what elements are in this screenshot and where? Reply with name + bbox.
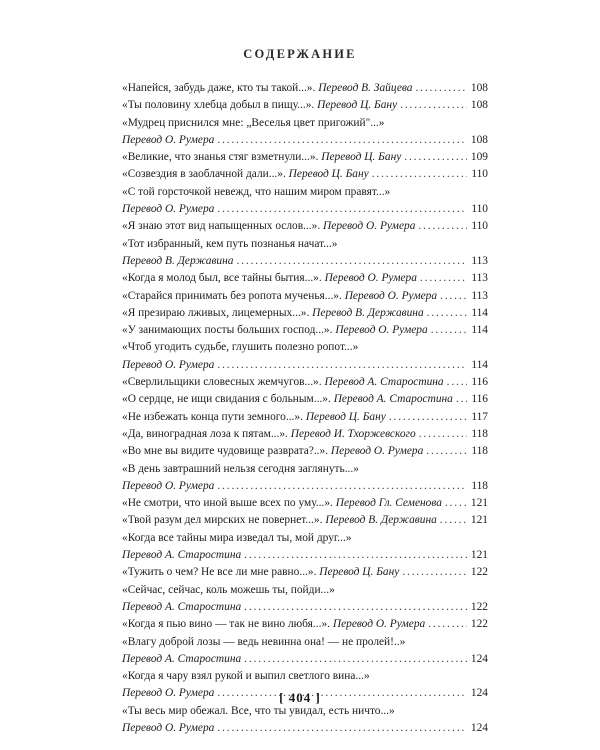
dot-leader bbox=[426, 443, 467, 460]
page-title: СОДЕРЖАНИЕ bbox=[243, 47, 357, 61]
poem-first-line: «Мудрец приснился мне: „Веселья цвет пригожий"...» bbox=[122, 116, 385, 129]
toc-entry-text bbox=[122, 184, 390, 201]
poem-first-line: «Созвездия в заоблачной дали...». bbox=[122, 168, 289, 181]
poem-first-line: «О сердце, не ищи свидания с больным...». bbox=[122, 393, 334, 406]
toc-entry bbox=[122, 236, 488, 253]
toc-entry bbox=[122, 80, 488, 97]
poem-first-line: «Не смотри, что иной выше всех по уму...». bbox=[122, 497, 336, 510]
translator-credit: Перевод В. Державина bbox=[122, 254, 234, 267]
dot-leader bbox=[244, 599, 467, 616]
dot-leader bbox=[389, 409, 467, 426]
translator-credit: Перевод О. Румера bbox=[335, 324, 428, 337]
toc-entry-text bbox=[122, 651, 241, 668]
toc-entry-text bbox=[122, 166, 369, 183]
toc-entry bbox=[122, 478, 488, 495]
translator-credit: Перевод В. Зайцева bbox=[318, 82, 413, 94]
dot-leader bbox=[418, 218, 467, 235]
translator-credit: Перевод О. Румера bbox=[122, 358, 215, 371]
toc-entry-text bbox=[122, 582, 335, 599]
table-of-contents bbox=[122, 80, 488, 737]
toc-page-number: 108 bbox=[470, 99, 488, 112]
toc-page-number: 110 bbox=[471, 168, 488, 181]
toc-page-number: 118 bbox=[471, 445, 488, 458]
toc-entry bbox=[122, 201, 488, 218]
toc-page-number: 110 bbox=[471, 203, 488, 216]
toc-entry bbox=[122, 599, 488, 616]
page-number: [ 404 ] bbox=[279, 690, 321, 705]
toc-page-number: 108 bbox=[470, 82, 488, 94]
toc-entry-text bbox=[122, 599, 241, 616]
dot-leader bbox=[440, 512, 467, 529]
toc-page-number: 116 bbox=[471, 376, 488, 389]
dot-leader bbox=[372, 166, 467, 183]
toc-entry bbox=[122, 322, 488, 339]
poem-first-line: «Влагу доброй лозы — ведь невинна она! — не пролей!..» bbox=[122, 635, 406, 648]
dot-leader bbox=[244, 651, 467, 668]
translator-credit: Перевод И. Тхоржевского bbox=[290, 427, 416, 440]
toc-entry bbox=[122, 339, 488, 356]
toc-entry-text bbox=[122, 339, 358, 356]
toc-entry-text bbox=[122, 512, 437, 529]
toc-entry-text bbox=[122, 288, 437, 305]
dot-leader bbox=[431, 322, 467, 339]
toc-page-number: 113 bbox=[471, 289, 488, 302]
translator-credit: Перевод О. Румера bbox=[323, 220, 416, 233]
dot-leader bbox=[456, 391, 467, 408]
dot-leader bbox=[428, 616, 467, 633]
toc-entry-text bbox=[122, 80, 412, 97]
toc-page-number: 122 bbox=[470, 618, 488, 631]
poem-first-line: «Когда все тайны мира изведал ты, мой друг...» bbox=[122, 531, 352, 544]
dot-leader bbox=[419, 426, 467, 443]
toc-entry-text bbox=[122, 253, 233, 270]
dot-leader bbox=[217, 478, 467, 495]
toc-entry-text bbox=[122, 97, 397, 114]
toc-entry bbox=[122, 184, 488, 201]
toc-page-number: 113 bbox=[471, 272, 488, 285]
toc-entry bbox=[122, 115, 488, 132]
poem-first-line: «Да, виноградная лоза к пятам...». bbox=[122, 427, 291, 440]
translator-credit: Перевод О. Румера bbox=[122, 479, 215, 492]
toc-page-number: 118 bbox=[471, 479, 488, 492]
dot-leader bbox=[236, 253, 467, 270]
toc-page-number: 121 bbox=[470, 549, 488, 562]
toc-page-number: 121 bbox=[470, 497, 488, 510]
poem-first-line: «Старайся принимать без ропота мученья...». bbox=[122, 289, 345, 302]
toc-entry-text bbox=[122, 495, 442, 512]
toc-entry bbox=[122, 582, 488, 599]
toc-entry bbox=[122, 357, 488, 374]
toc-entry bbox=[122, 149, 488, 166]
toc-entry bbox=[122, 616, 488, 633]
toc-entry-text bbox=[122, 530, 352, 547]
toc-page-number: 122 bbox=[470, 600, 488, 613]
toc-entry bbox=[122, 166, 488, 183]
toc-page-number: 121 bbox=[470, 514, 488, 527]
toc-page-number: 124 bbox=[470, 652, 488, 665]
toc-entry-text bbox=[122, 478, 214, 495]
translator-credit: Перевод О. Румера bbox=[344, 289, 438, 302]
translator-credit: Перевод О. Румера bbox=[122, 203, 215, 216]
poem-first-line: «Когда я молод был, все тайны бытия...». bbox=[122, 272, 325, 285]
translator-credit: Перевод А. Старостина bbox=[122, 549, 242, 562]
toc-page-number: 117 bbox=[471, 410, 488, 423]
toc-entry-text bbox=[122, 236, 337, 253]
toc-entry bbox=[122, 97, 488, 114]
translator-credit: Перевод Гл. Семенова bbox=[335, 497, 442, 510]
poem-first-line: «Когда я пью вино — так не вино любя...». bbox=[122, 618, 333, 631]
dot-leader bbox=[244, 547, 467, 564]
toc-entry-text bbox=[122, 443, 423, 460]
poem-first-line: «С той горсточкой невежд, что нашим миром правят...» bbox=[122, 185, 391, 198]
toc-entry bbox=[122, 512, 488, 529]
translator-credit: Перевод О. Румера bbox=[122, 721, 215, 734]
toc-entry bbox=[122, 668, 488, 685]
poem-first-line: «Чтоб угодить судьбе, глушить полезно ропот...» bbox=[122, 341, 359, 354]
toc-entry bbox=[122, 391, 488, 408]
poem-first-line: «Не избежать конца пути земного...». bbox=[122, 410, 306, 423]
dot-leader bbox=[427, 305, 467, 322]
translator-credit: Перевод О. Румера bbox=[332, 618, 426, 631]
poem-first-line: «Ты половину хлебца добыл в пищу...». bbox=[122, 99, 318, 112]
dot-leader bbox=[217, 357, 467, 374]
toc-page-number: 124 bbox=[470, 721, 488, 734]
translator-credit: Перевод В. Державина bbox=[325, 514, 437, 527]
poem-first-line: «Я презираю лживых, лицемерных...». bbox=[122, 306, 313, 319]
translator-credit: Перевод О. Румера bbox=[122, 133, 215, 146]
poem-first-line: «Ты весь мир обежал. Все, что ты увидал, есть ничто...» bbox=[122, 704, 395, 717]
toc-entry-text bbox=[122, 634, 405, 651]
toc-entry-text bbox=[122, 357, 214, 374]
toc-entry bbox=[122, 461, 488, 478]
toc-entry-text bbox=[122, 409, 386, 426]
dot-leader bbox=[440, 288, 467, 305]
toc-entry bbox=[122, 305, 488, 322]
toc-page-number: 122 bbox=[470, 566, 488, 579]
toc-entry bbox=[122, 443, 488, 460]
translator-credit: Перевод О. Румера bbox=[330, 445, 424, 458]
toc-entry-text bbox=[122, 668, 370, 685]
dot-leader bbox=[404, 149, 467, 166]
toc-entry-text bbox=[122, 391, 453, 408]
poem-first-line: «Великие, что знанья стяг взметнули...». bbox=[122, 151, 322, 164]
toc-entry-text bbox=[122, 149, 401, 166]
toc-entry bbox=[122, 218, 488, 235]
toc-entry-text bbox=[122, 218, 415, 235]
toc-page-number: 109 bbox=[470, 151, 488, 164]
poem-first-line: «У занимающих посты больших господ...». bbox=[122, 324, 336, 337]
toc-entry bbox=[122, 530, 488, 547]
toc-entry-text bbox=[122, 374, 444, 391]
toc-entry bbox=[122, 132, 488, 149]
translator-credit: Перевод Ц. Бану bbox=[288, 168, 369, 181]
toc-entry bbox=[122, 495, 488, 512]
poem-first-line: «Напейся, забудь даже, кто ты такой...». bbox=[122, 82, 319, 94]
toc-entry bbox=[122, 374, 488, 391]
toc-page-number: 110 bbox=[471, 220, 488, 233]
toc-entry bbox=[122, 253, 488, 270]
toc-entry bbox=[122, 651, 488, 668]
dot-leader bbox=[217, 132, 467, 149]
poem-first-line: «Тужить о чем? Не все ли мне равно...». bbox=[122, 566, 320, 579]
toc-page-number: 124 bbox=[470, 687, 488, 700]
translator-credit: Перевод А. Старостина bbox=[122, 652, 242, 665]
poem-first-line: «В день завтрашний нельзя сегодня заглянуть...» bbox=[122, 462, 359, 475]
poem-first-line: «Сверлильщики словесных жемчугов...». bbox=[122, 376, 325, 389]
dot-leader bbox=[445, 495, 467, 512]
dot-leader bbox=[400, 97, 467, 114]
toc-page-number: 118 bbox=[471, 427, 488, 440]
toc-page-number: 114 bbox=[471, 306, 488, 319]
toc-entry-text bbox=[122, 616, 425, 633]
translator-credit: Перевод А. Старостина bbox=[333, 393, 453, 406]
toc-entry-text bbox=[122, 201, 214, 218]
poem-first-line: «Во мне вы видите чудовище разврата?..». bbox=[122, 445, 331, 458]
translator-credit: Перевод Ц. Бану bbox=[321, 151, 402, 164]
translator-credit: Перевод Ц. Бану bbox=[319, 566, 400, 579]
translator-credit: Перевод Ц. Бану bbox=[317, 99, 398, 112]
toc-entry bbox=[122, 426, 488, 443]
poem-first-line: «Я знаю этот вид напыщенных ослов...». bbox=[122, 220, 324, 233]
toc-entry bbox=[122, 409, 488, 426]
translator-credit: Перевод Ц. Бану bbox=[305, 410, 386, 423]
poem-first-line: «Твой разум дел мирских не повернет...». bbox=[122, 514, 326, 527]
dot-leader bbox=[217, 201, 467, 218]
dot-leader bbox=[217, 720, 467, 737]
toc-entry-text bbox=[122, 305, 424, 322]
dot-leader bbox=[402, 564, 467, 581]
toc-entry-text bbox=[122, 132, 214, 149]
poem-first-line: «Тот избранный, кем путь познанья начат...» bbox=[122, 237, 338, 250]
dot-leader bbox=[447, 374, 467, 391]
translator-credit: Перевод А. Старостина bbox=[122, 600, 242, 613]
poem-first-line: «Когда я чару взял рукой и выпил светлого вина...» bbox=[122, 670, 370, 683]
toc-entry-text bbox=[122, 564, 399, 581]
poem-first-line: «Сейчас, сейчас, коль можешь ты, пойди...» bbox=[122, 583, 335, 596]
toc-entry bbox=[122, 720, 488, 737]
translator-credit: Перевод А. Старостина bbox=[324, 376, 444, 389]
toc-entry bbox=[122, 288, 488, 305]
dot-leader bbox=[420, 270, 467, 287]
toc-entry-text bbox=[122, 461, 359, 478]
toc-entry bbox=[122, 270, 488, 287]
dot-leader bbox=[415, 80, 467, 97]
toc-entry-text bbox=[122, 270, 417, 287]
toc-page-number: 114 bbox=[471, 324, 488, 337]
toc-page-number: 113 bbox=[471, 254, 488, 267]
toc-entry-text bbox=[122, 322, 428, 339]
toc-page-number: 116 bbox=[471, 393, 488, 406]
translator-credit: Перевод О. Румера bbox=[122, 687, 215, 700]
toc-entry-text bbox=[122, 720, 214, 737]
translator-credit: Перевод В. Державина bbox=[312, 306, 424, 319]
toc-entry-text bbox=[122, 426, 416, 443]
toc-entry bbox=[122, 547, 488, 564]
toc-entry-text bbox=[122, 547, 241, 564]
translator-credit: Перевод О. Румера bbox=[324, 272, 417, 285]
toc-entry bbox=[122, 634, 488, 651]
toc-entry bbox=[122, 564, 488, 581]
toc-page-number: 108 bbox=[470, 133, 488, 146]
toc-page-number: 114 bbox=[471, 358, 488, 371]
toc-entry-text bbox=[122, 115, 384, 132]
